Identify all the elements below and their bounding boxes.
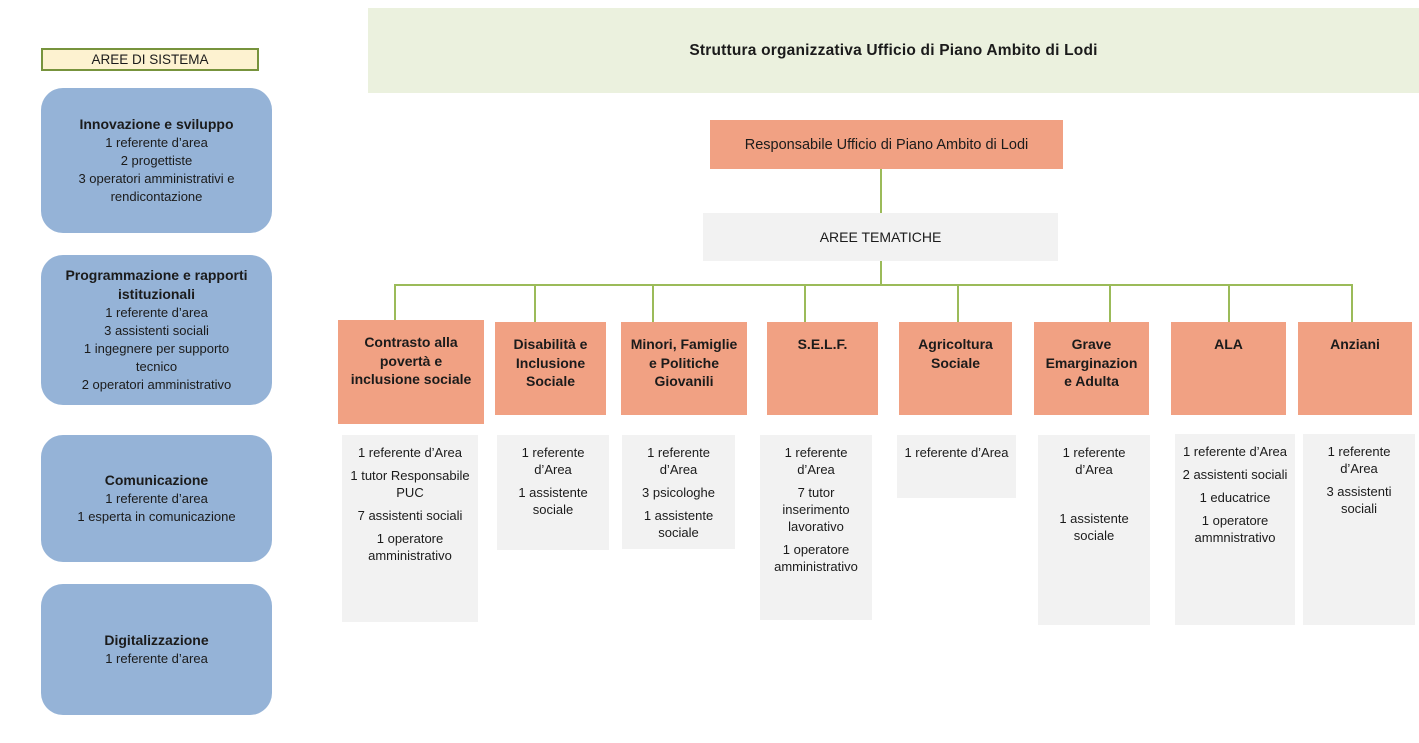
connector-line xyxy=(1351,284,1353,322)
staff-line: 1 referente d’Area xyxy=(647,445,710,477)
staff-line: 7 assistenti sociali xyxy=(357,508,463,523)
system-area-line: 1 referente d’area xyxy=(105,135,208,150)
staff-line: 1 referente d’Area xyxy=(1327,444,1391,476)
staff-line: 1 assistente sociale xyxy=(518,485,588,517)
area-box-agricoltura: Agricoltura Sociale xyxy=(899,322,1012,415)
staff-line: 1 assistente sociale xyxy=(1059,511,1129,543)
connector-line xyxy=(957,284,959,322)
staff-line: 1 referente d’Area xyxy=(784,445,848,477)
area-box-contrasto-poverta: Contrasto alla povertà e inclusione sociale xyxy=(338,320,484,424)
area-box-disabilita: Disabilità e Inclusione Sociale xyxy=(495,322,606,415)
staff-box-agricoltura xyxy=(897,435,1016,498)
staff-line: 1 operatore ammnistrativo xyxy=(1194,513,1276,545)
area-box-ala: ALA xyxy=(1171,322,1286,415)
connector-line xyxy=(1109,284,1111,322)
responsabile-box: Responsabile Ufficio di Piano Ambito di Lodi xyxy=(710,120,1063,169)
area-box-self: S.E.L.F. xyxy=(767,322,878,415)
connector-line xyxy=(534,284,536,322)
staff-line: 1 referente d’Area xyxy=(904,445,1009,460)
aree-tematiche-box: AREE TEMATICHE xyxy=(703,213,1058,261)
staff-line: 1 operatore amministrativo xyxy=(368,531,452,563)
staff-line: 7 tutor inserimento lavorativo xyxy=(782,485,850,534)
staff-line: 1 tutor Responsabile PUC xyxy=(350,468,470,500)
staff-line: 1 assistente sociale xyxy=(643,508,714,540)
connector-line xyxy=(394,284,1352,286)
connector-line xyxy=(880,261,882,284)
system-area-line: 1 referente d’area xyxy=(105,305,208,320)
staff-line: 2 assistenti sociali xyxy=(1182,467,1288,482)
staff-line: 1 educatrice xyxy=(1199,490,1271,505)
system-area-line: 3 operatori amministrativi e rendicontazione xyxy=(78,171,235,204)
system-area-box-programmazione xyxy=(41,255,272,405)
system-area-line: 1 esperta in comunicazione xyxy=(77,509,236,524)
staff-box-self xyxy=(760,435,872,620)
area-box-anziani: Anziani xyxy=(1298,322,1412,415)
page-title-banner xyxy=(368,8,1419,93)
connector-line xyxy=(1228,284,1230,322)
staff-box-grave-emarginazione xyxy=(1038,435,1150,625)
area-box-grave-emarginazione: Grave Emarginazione Adulta xyxy=(1034,322,1149,415)
system-area-line: 1 referente d’area xyxy=(105,491,208,506)
system-area-title: Digitalizzazione xyxy=(104,632,209,648)
staff-line: 3 assistenti sociali xyxy=(1326,484,1392,516)
page-title: Struttura organizzativa Ufficio di Piano Ambito di Lodi xyxy=(689,41,1098,59)
system-areas-header: AREE DI SISTEMA xyxy=(41,48,259,71)
system-area-title: Comunicazione xyxy=(104,472,209,488)
staff-line: 1 operatore amministrativo xyxy=(774,542,858,574)
connector-line xyxy=(880,169,882,213)
staff-line: 3 psicologhe xyxy=(642,485,715,500)
area-box-minori: Minori, Famiglie e Politiche Giovanili xyxy=(621,322,747,415)
system-area-line: 1 ingegnere per supporto tecnico xyxy=(83,341,230,374)
system-area-box-comunicazione xyxy=(41,435,272,562)
system-area-box-innovazione xyxy=(41,88,272,233)
staff-box-anziani xyxy=(1303,434,1415,625)
staff-box-disabilita xyxy=(497,435,609,550)
system-area-line: 3 assistenti sociali xyxy=(104,323,209,338)
staff-line: 1 referente d’Area xyxy=(1182,444,1288,459)
connector-line xyxy=(804,284,806,322)
staff-box-minori xyxy=(622,435,735,549)
system-area-title: Programmazione e rapporti istituzionali xyxy=(65,267,248,302)
connector-line xyxy=(394,284,396,320)
system-area-line: 1 referente d’area xyxy=(105,651,208,666)
system-area-title: Innovazione e sviluppo xyxy=(79,116,234,132)
staff-box-contrasto-poverta xyxy=(342,435,478,622)
staff-line: 1 referente d’Area xyxy=(1062,445,1126,477)
system-area-line: 2 progettiste xyxy=(120,153,193,168)
system-area-line: 2 operatori amministrativo xyxy=(81,377,232,392)
system-area-box-digitalizzazione xyxy=(41,584,272,715)
staff-line: 1 referente d’Area xyxy=(357,445,463,460)
staff-line: 1 referente d’Area xyxy=(521,445,585,477)
staff-box-ala xyxy=(1175,434,1295,625)
connector-line xyxy=(652,284,654,322)
